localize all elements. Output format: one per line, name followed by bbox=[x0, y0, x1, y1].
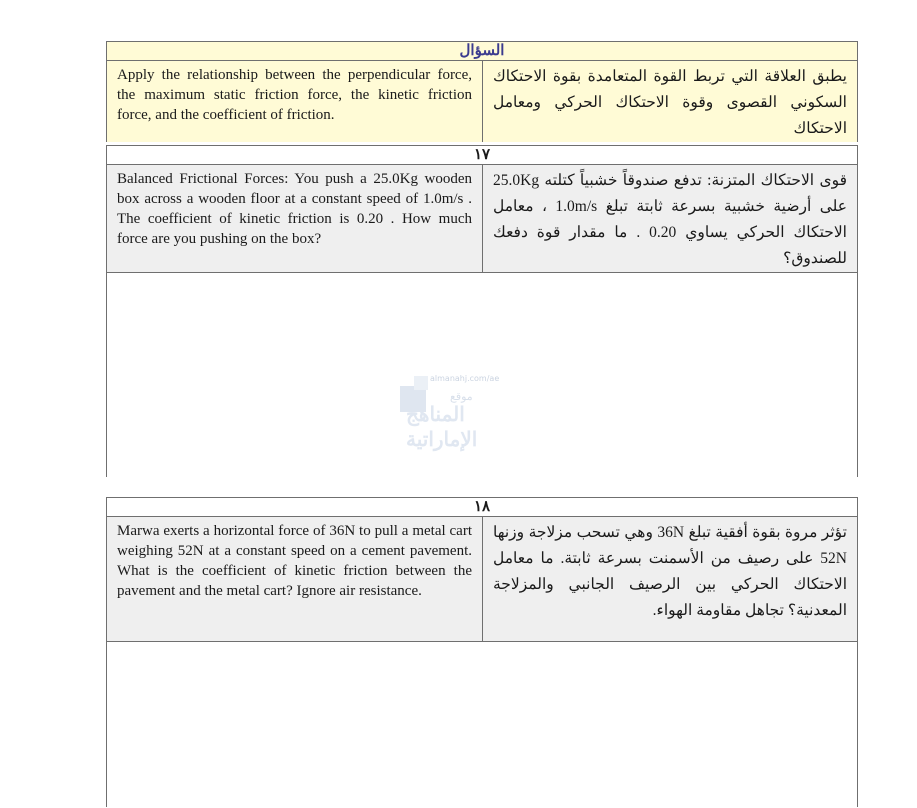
question-18-box bbox=[106, 497, 858, 807]
question-17-number: ١٧ bbox=[107, 146, 857, 165]
question-17-en: Balanced Frictional Forces: You push a 25.0Kg wooden box across a wooden floor at a constant speed of 1.0m/s . The coefficient of kinetic friction is 0.20 . How much force are you pushing on the box? bbox=[107, 165, 483, 272]
question-17-row bbox=[107, 165, 857, 273]
question-header-ar: يطبق العلاقة التي تربط القوة المتعامدة بقوة الاحتكاك السكوني القصوى وقوة الاحتكاك الحركي ومعامل الاحتكاك bbox=[493, 68, 847, 137]
question-header-row bbox=[107, 61, 857, 142]
watermark-logo bbox=[400, 372, 530, 451]
question-18-ar: تؤثر مروة بقوة أفقية تبلغ 36N وهي تسحب مزلاجة وزنها 52N على رصيف من الأسمنت بسرعة ثابتة. ما معامل الاحتكاك الحركي بين الرصيف الجانبي والمزلاجة المعدنية؟ تجاهل مقاومة الهواء. bbox=[493, 524, 847, 619]
question-18-answer-area[interactable] bbox=[107, 642, 857, 808]
watermark-line1: موقع bbox=[450, 391, 473, 403]
question-18-row bbox=[107, 517, 857, 642]
question-header-en: Apply the relationship between the perpendicular force, the maximum static friction force, the kinetic friction force, and the coefficient of friction. bbox=[107, 61, 483, 142]
question-header-box bbox=[106, 41, 858, 142]
question-18-number: ١٨ bbox=[107, 498, 857, 517]
question-header-label: السؤال bbox=[107, 42, 857, 61]
question-17-ar: قوى الاحتكاك المتزنة: تدفع صندوقاً خشبياً كتلته 25.0Kg على أرضية خشبية بسرعة ثابتة تبلغ 1.0m/s ، معامل الاحتكاك الحركي يساوي 0.20 . ما مقدار قوة دفعك للصندوق؟ bbox=[493, 172, 848, 267]
question-18-en: Marwa exerts a horizontal force of 36N to pull a metal cart weighing 52N at a constant speed on a cement pavement. What is the coefficient of kinetic friction between the pavement and the metal cart? Ignore air resistance. bbox=[107, 517, 483, 641]
watermark-line2: المناهج الإماراتية bbox=[406, 404, 478, 451]
watermark-url: almanahj.com/ae bbox=[430, 374, 500, 383]
